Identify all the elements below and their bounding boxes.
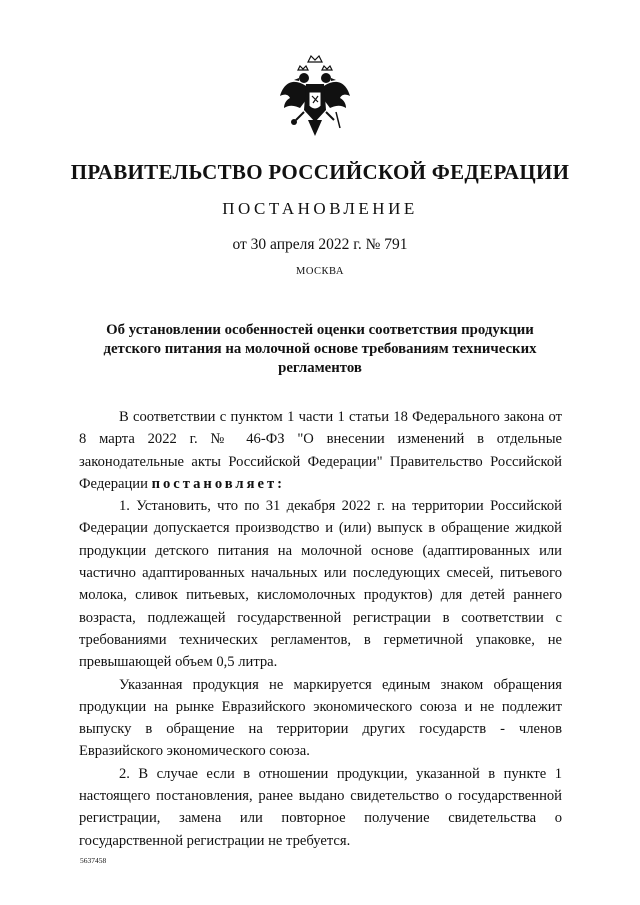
paragraph-2: 2. В случае если в отношении продукции, указанной в пункте 1 настоящего постановления, ранее выдано свидетельство о государственной регистрации, замена или повторное получение свидетельства о государственной регистрации не требуется. [79, 765, 562, 849]
date-and-number: от 30 апреля 2022 г. № 791 [232, 236, 408, 253]
document-type: ПОСТАНОВЛЕНИЕ [222, 199, 418, 218]
resolves-keyword: постановляет: [151, 475, 286, 492]
document-title: Об установлении особенностей оценки соответствия продукции детского питания на молочной основе требованиям технических регламентов [103, 322, 537, 376]
preamble [79, 406, 562, 495]
document-code: 5637458 [80, 856, 107, 865]
government-name: ПРАВИТЕЛЬСТВО РОССИЙСКОЙ ФЕДЕРАЦИИ [70, 160, 570, 184]
preamble-text: В соответствии с пунктом 1 части 1 статьи 18 Федерального закона от 8 марта 2022 г. № 46-ФЗ "О внесении изменений в отдельные законодательные акты Российской Федерации" Правительство Российской Федерации [79, 409, 562, 492]
city: МОСКВА [296, 266, 344, 277]
paragraph-1-continued: Указанная продукция не маркируется единым знаком обращения продукции на рынке Евразийского экономического союза и не подлежит выпуску в обращение на территории других государств - членов Евразийского экономического союза. [79, 676, 562, 760]
document-body [79, 406, 562, 852]
paragraph-1: 1. Установить, что по 31 декабря 2022 г. на территории Российской Федерации допускается производство и (или) выпуск в обращение жидкой продукции детского питания на молочной основе (адаптированных или частично адаптированных начальных или последующих смесей, питьевого молока, сливок питьевых, кисломолочных продуктов) для детей раннего возраста, подлежащей государственной регистрации в соответствии с требованиями технических регламентов, в герметичной упаковке, не превышающей объем 0,5 литра. [79, 498, 562, 671]
coat-of-arms-icon [270, 48, 360, 148]
